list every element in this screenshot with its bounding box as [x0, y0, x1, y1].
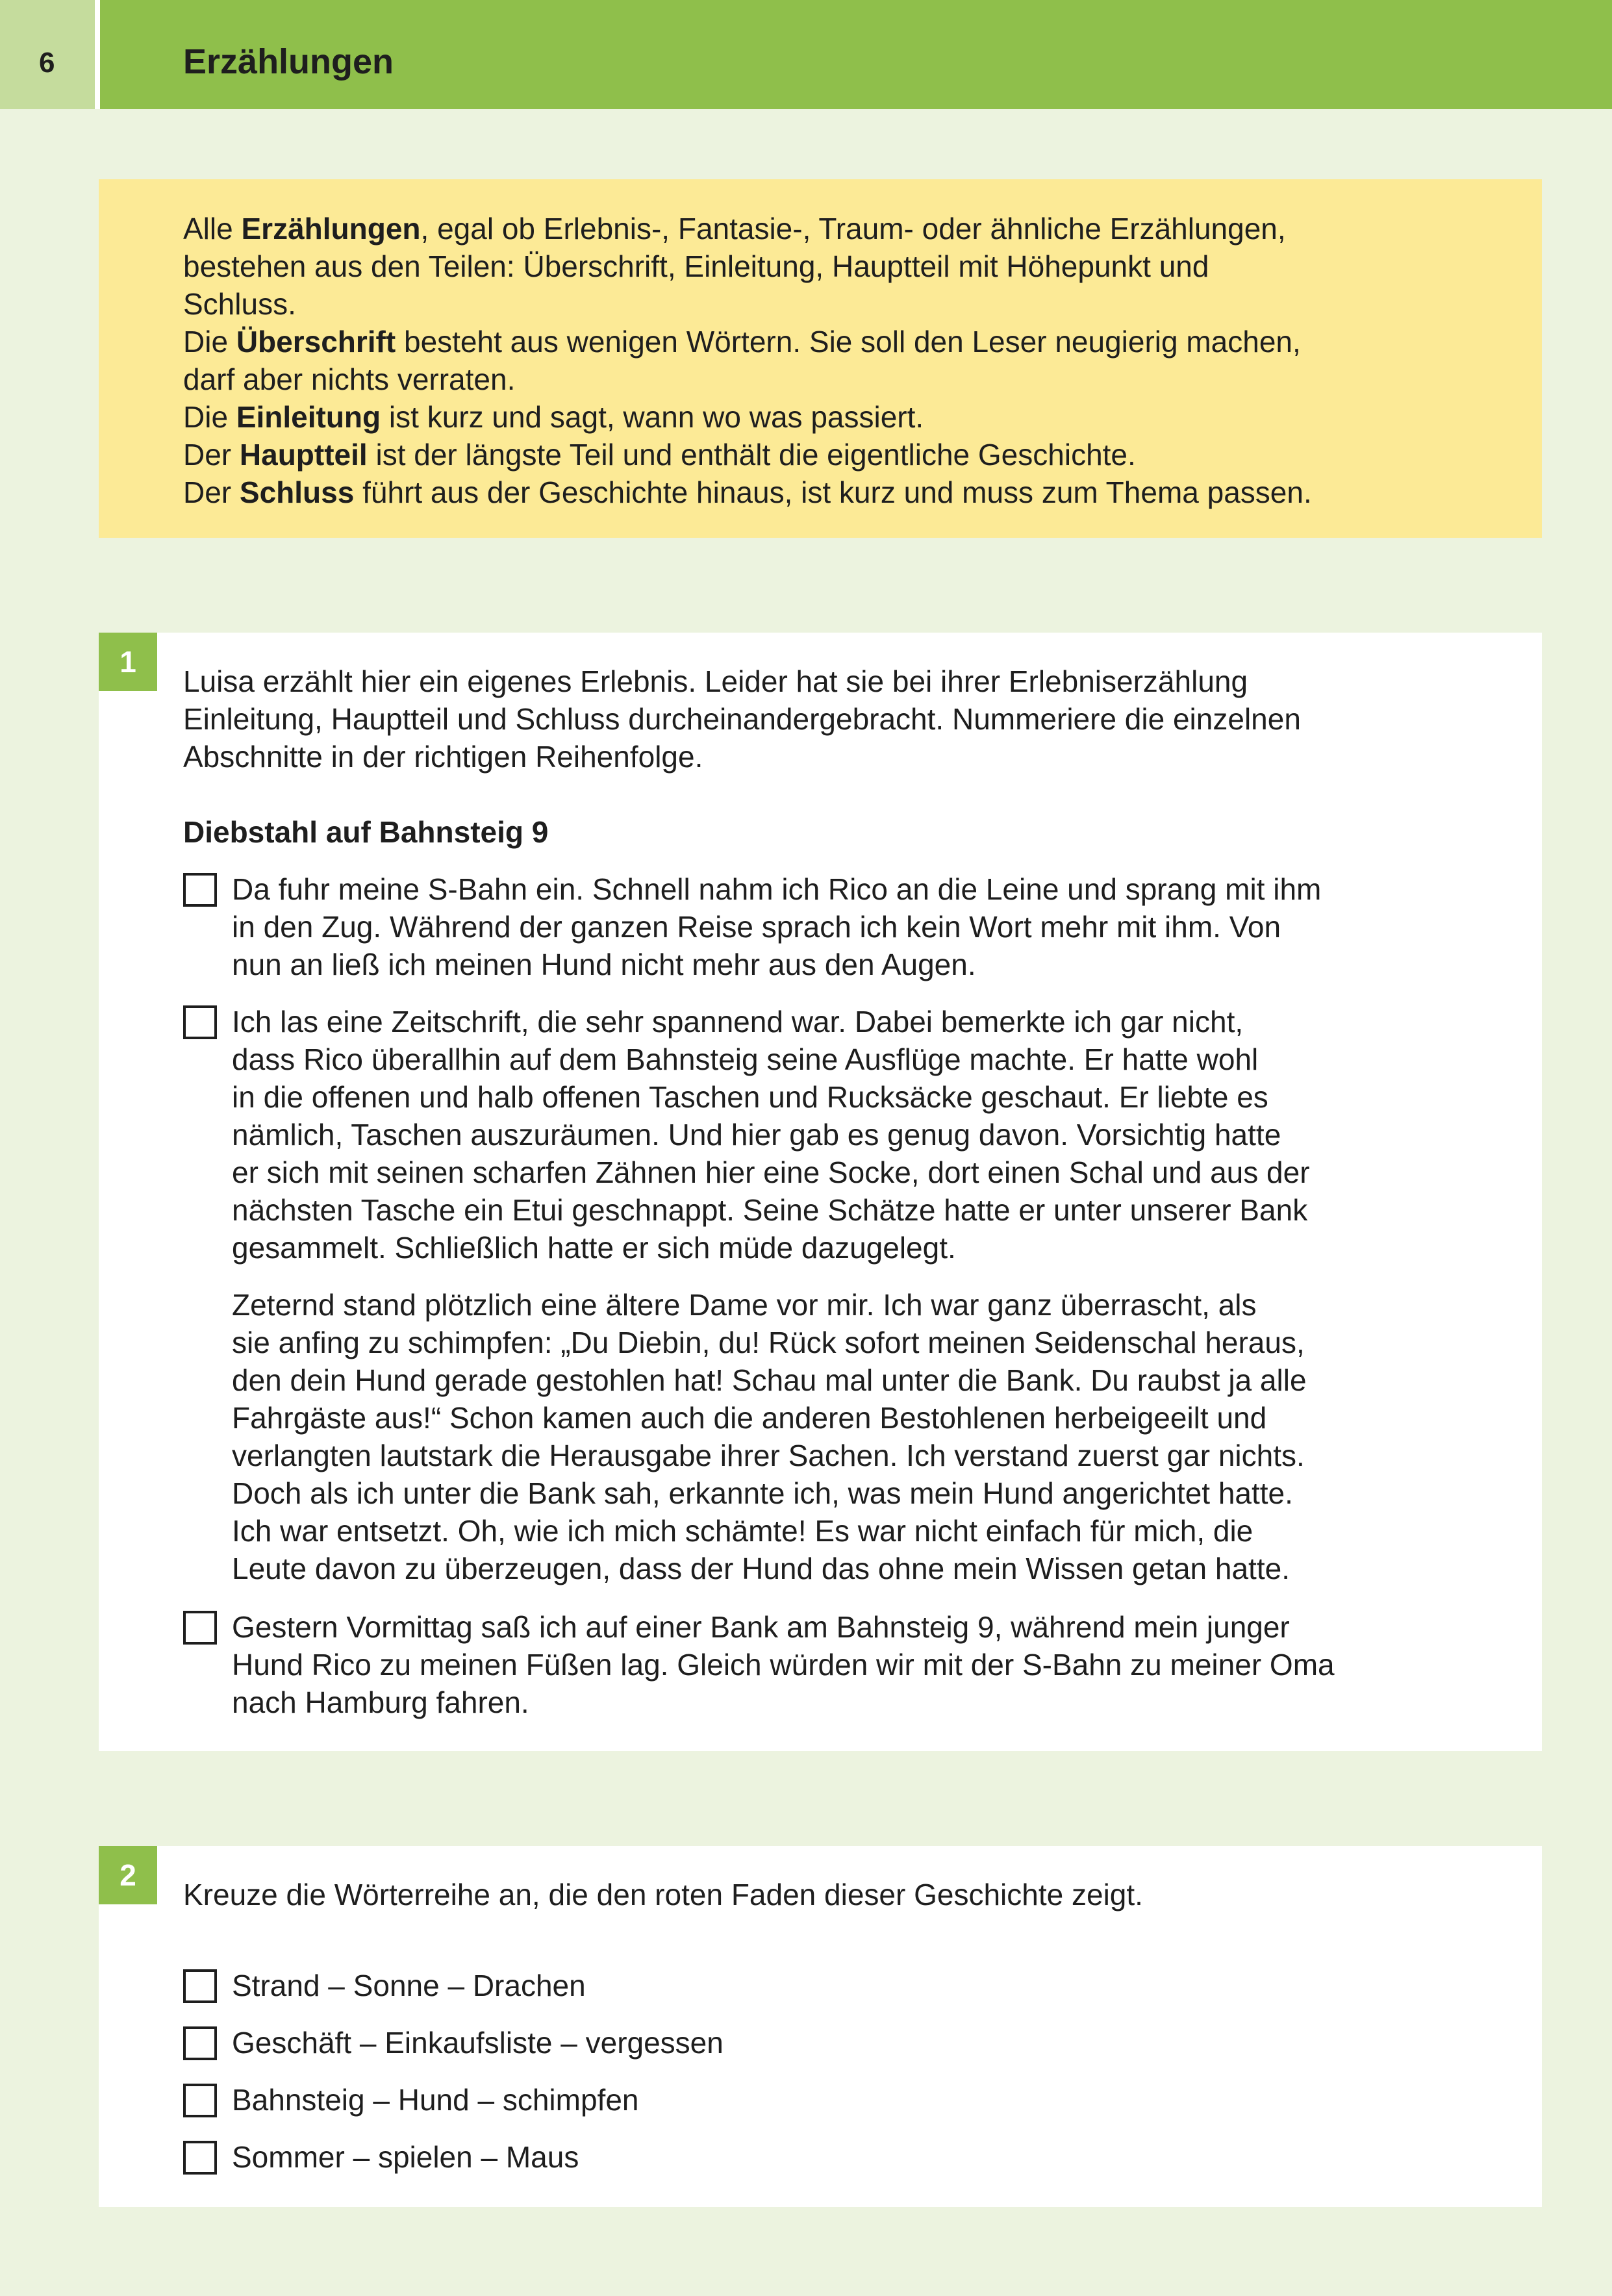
- info-line: [183, 360, 515, 398]
- story-paragraph-line: Doch als ich unter die Bank sah, erkannte ich, was mein Hund angerichtet hatte.: [232, 1476, 1293, 1510]
- paragraph-number-box[interactable]: [183, 1005, 217, 1039]
- story-paragraph-line: in die offenen und halb offenen Taschen und Rucksäcke geschaut. Er liebte es: [232, 1080, 1268, 1114]
- page-header: [0, 0, 1612, 109]
- story-paragraph-line: er sich mit seinen scharfen Zähnen hier eine Socke, dort einen Schal und aus der: [232, 1155, 1310, 1189]
- info-box: [99, 179, 1542, 538]
- info-line: [183, 436, 1136, 473]
- info-keyword: Schluss: [239, 475, 355, 509]
- task-1-instruction-line: Einleitung, Hauptteil und Schluss durcheinandergebracht. Nummeriere die einzelnen: [183, 702, 1301, 736]
- info-text: führt aus der Geschichte hinaus, ist kurz und muss zum Thema passen.: [354, 475, 1312, 509]
- info-text: ist kurz und sagt, wann wo was passiert.: [381, 400, 924, 434]
- task-2-box: [99, 1846, 1542, 2207]
- chapter-title: Erzählungen: [183, 42, 394, 81]
- story-paragraph-line: Fahrgäste aus!“ Schon kamen auch die anderen Bestohlenen herbeigeeilt und: [232, 1401, 1267, 1435]
- paragraph-number-box[interactable]: [183, 1611, 217, 1645]
- story-paragraph-line: dass Rico überallhin auf dem Bahnsteig seine Ausflüge machte. Er hatte wohl: [232, 1042, 1259, 1076]
- task-1-box: [99, 633, 1542, 1751]
- info-text: bestehen aus den Teilen: Überschrift, Einleitung, Hauptteil mit Höhepunkt und: [183, 249, 1209, 283]
- story-paragraph-line: Ich las eine Zeitschrift, die sehr spannend war. Dabei bemerkte ich gar nicht,: [232, 1005, 1244, 1039]
- info-text: darf aber nichts verraten.: [183, 362, 516, 396]
- option-label: Sommer – spielen – Maus: [232, 2140, 579, 2174]
- option-checkbox[interactable]: [183, 2084, 217, 2117]
- info-text: , egal ob Erlebnis-, Fantasie-, Traum- oder ähnliche Erzählungen,: [420, 212, 1286, 246]
- info-text: Der: [183, 475, 240, 509]
- story-paragraph-line: Zeternd stand plötzlich eine ältere Dame vor mir. Ich war ganz überrascht, als: [232, 1288, 1257, 1322]
- info-keyword: Überschrift: [236, 325, 396, 359]
- story-paragraph-line: Hund Rico zu meinen Füßen lag. Gleich würden wir mit der S-Bahn zu meiner Oma: [232, 1648, 1335, 1682]
- option-checkbox[interactable]: [183, 1969, 217, 2003]
- info-text: Schluss.: [183, 287, 296, 321]
- info-line: [183, 473, 1312, 511]
- story-paragraph-line: gesammelt. Schließlich hatte er sich müde dazugelegt.: [232, 1231, 956, 1265]
- option-checkbox[interactable]: [183, 2026, 217, 2060]
- info-keyword: Einleitung: [236, 400, 381, 434]
- info-text: Die: [183, 400, 236, 434]
- story-paragraph-line: nämlich, Taschen auszuräumen. Und hier gab es genug davon. Vorsichtig hatte: [232, 1118, 1281, 1152]
- info-line: [183, 210, 1286, 247]
- task-1-instruction-line: Abschnitte in der richtigen Reihenfolge.: [183, 740, 703, 774]
- story-paragraph-line: Ich war entsetzt. Oh, wie ich mich schämte! Es war nicht einfach für mich, die: [232, 1514, 1253, 1548]
- option-label: Geschäft – Einkaufsliste – vergessen: [232, 2026, 724, 2060]
- info-text: besteht aus wenigen Wörtern. Sie soll den Leser neugierig machen,: [396, 325, 1301, 359]
- task-1-number: 1: [99, 633, 157, 691]
- story-paragraph-line: Da fuhr meine S-Bahn ein. Schnell nahm ich Rico an die Leine und sprang mit ihm: [232, 872, 1322, 906]
- page-number: 6: [39, 47, 55, 79]
- story-paragraph-line: Leute davon zu überzeugen, dass der Hund das ohne mein Wissen getan hatte.: [232, 1552, 1290, 1585]
- info-line: [183, 285, 296, 323]
- page-number-box: [0, 0, 100, 109]
- info-line: [183, 398, 924, 436]
- story-paragraph-line: in den Zug. Während der ganzen Reise sprach ich kein Wort mehr mit ihm. Von: [232, 910, 1281, 944]
- info-keyword: Erzählungen: [241, 212, 421, 246]
- task-2-number: 2: [99, 1846, 157, 1904]
- info-keyword: Hauptteil: [239, 438, 368, 472]
- story-paragraph-line: nach Hamburg fahren.: [232, 1685, 529, 1719]
- story-title: Diebstahl auf Bahnsteig 9: [183, 815, 549, 849]
- paragraph-number-box[interactable]: [183, 873, 217, 907]
- story-paragraph-line: Gestern Vormittag saß ich auf einer Bank am Bahnsteig 9, während mein junger: [232, 1610, 1290, 1644]
- info-text: ist der längste Teil und enthält die eigentliche Geschichte.: [367, 438, 1136, 472]
- story-paragraph-line: nun an ließ ich meinen Hund nicht mehr aus den Augen.: [232, 948, 976, 981]
- option-label: Strand – Sonne – Drachen: [232, 1969, 586, 2002]
- option-label: Bahnsteig – Hund – schimpfen: [232, 2083, 639, 2117]
- story-paragraph-line: nächsten Tasche ein Etui geschnappt. Seine Schätze hatte er unter unserer Bank: [232, 1193, 1308, 1227]
- info-text: Die: [183, 325, 236, 359]
- story-paragraph-line: den dein Hund gerade gestohlen hat! Schau mal unter die Bank. Du raubst ja alle: [232, 1363, 1307, 1397]
- option-checkbox[interactable]: [183, 2141, 217, 2175]
- task-2-instruction: Kreuze die Wörterreihe an, die den roten Faden dieser Geschichte zeigt.: [183, 1878, 1143, 1911]
- info-text: Alle: [183, 212, 242, 246]
- info-text: Der: [183, 438, 240, 472]
- info-line: [183, 323, 1301, 360]
- story-paragraph-line: verlangten lautstark die Herausgabe ihrer Sachen. Ich verstand zuerst gar nichts.: [232, 1439, 1305, 1472]
- story-paragraph-line: sie anfing zu schimpfen: „Du Diebin, du! Rück sofort meinen Seidenschal heraus,: [232, 1326, 1305, 1359]
- info-line: [183, 247, 1209, 285]
- task-1-instruction-line: Luisa erzählt hier ein eigenes Erlebnis. Leider hat sie bei ihrer Erlebniserzählung: [183, 664, 1248, 698]
